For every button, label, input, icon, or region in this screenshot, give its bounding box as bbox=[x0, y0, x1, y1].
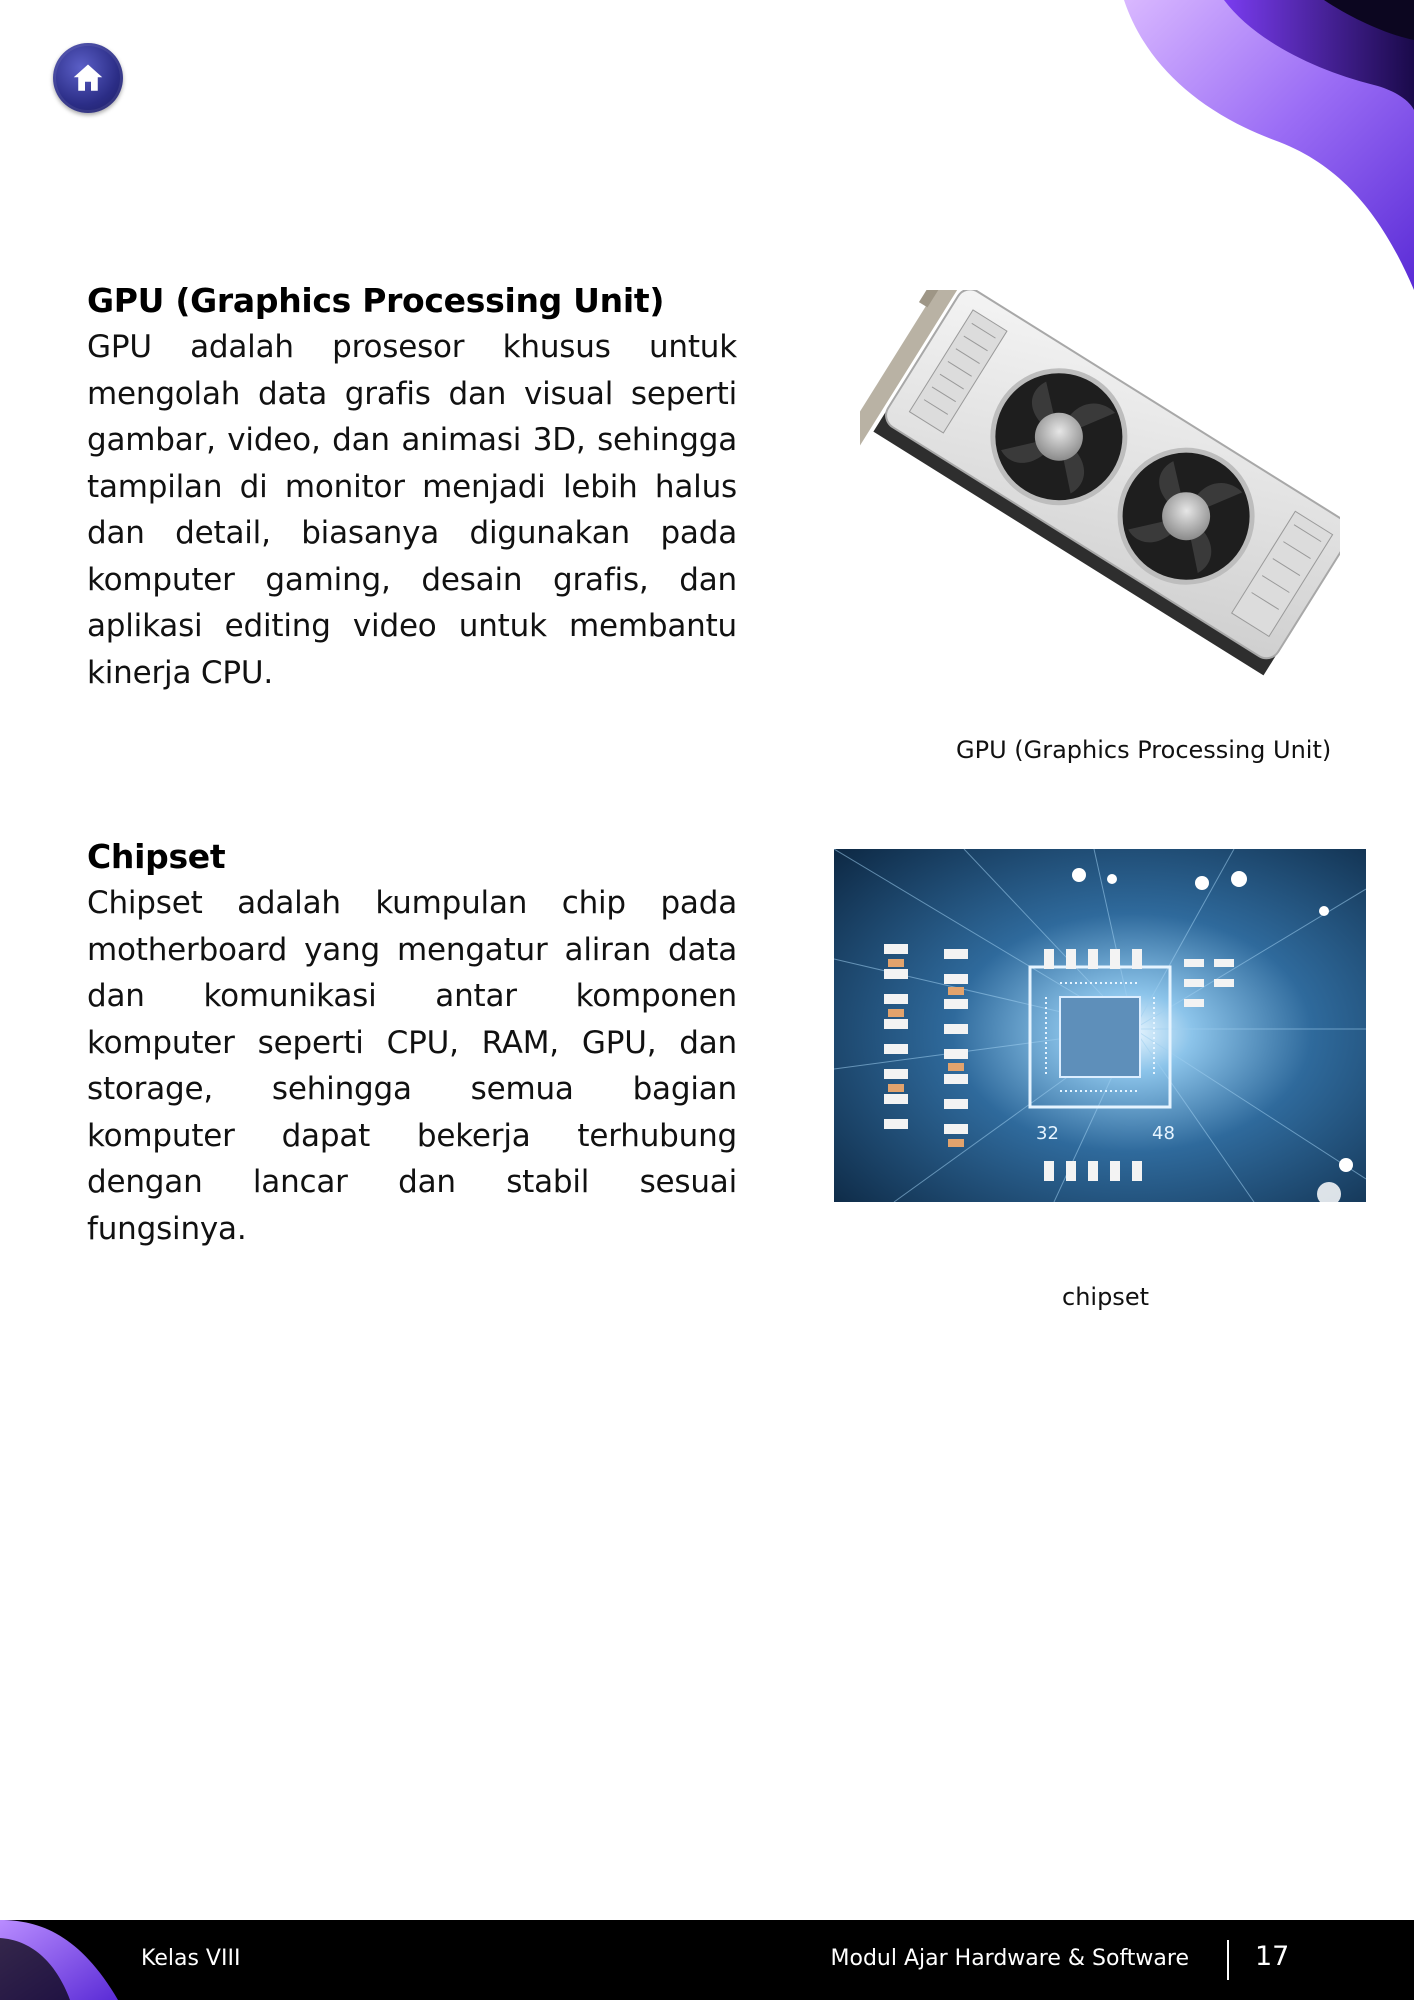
board-label-48: 48 bbox=[1152, 1123, 1175, 1144]
gpu-caption: GPU (Graphics Processing Unit) bbox=[956, 736, 1332, 764]
gpu-image bbox=[860, 290, 1340, 720]
gpu-heading: GPU (Graphics Processing Unit) bbox=[87, 281, 665, 320]
footer-module-title: Modul Ajar Hardware & Software bbox=[830, 1946, 1189, 1971]
gpu-figure bbox=[860, 290, 1340, 770]
chipset-heading: Chipset bbox=[87, 837, 226, 876]
footer-divider bbox=[1227, 1940, 1229, 1980]
chipset-description: Chipset adalah kumpulan chip pada motherboard yang mengatur aliran data dan komunikasi antar komponen komputer seperti CPU, RAM, GPU, dan storage, sehingga semua bagian komputer dapat bekerja terhubung dengan lancar dan stabil sesuai fungsinya. bbox=[87, 885, 737, 1247]
chipset-section bbox=[87, 834, 737, 1252]
board-label-32: 32 bbox=[1036, 1123, 1059, 1144]
gpu-description: GPU adalah prosesor khusus untuk mengolah data grafis dan visual seperti gambar, video, dan animasi 3D, sehingga tampilan di monitor menjadi lebih halus dan detail, biasanya digunakan pada komputer gaming, desain grafis, dan aplikasi editing video untuk membantu kinerja CPU. bbox=[87, 329, 737, 691]
page-footer bbox=[0, 1920, 1414, 2000]
footer-class-label: Kelas VIII bbox=[141, 1946, 241, 1971]
home-icon bbox=[70, 60, 106, 96]
chipset-image bbox=[834, 849, 1366, 1202]
page-number: 17 bbox=[1255, 1941, 1290, 1972]
home-button[interactable] bbox=[53, 43, 123, 113]
chipset-figure bbox=[834, 849, 1366, 1319]
chipset-caption: chipset bbox=[1062, 1283, 1149, 1311]
gpu-section bbox=[87, 278, 737, 696]
decorative-wave-footer bbox=[0, 1920, 130, 2000]
decorative-wave-top bbox=[1024, 0, 1414, 300]
